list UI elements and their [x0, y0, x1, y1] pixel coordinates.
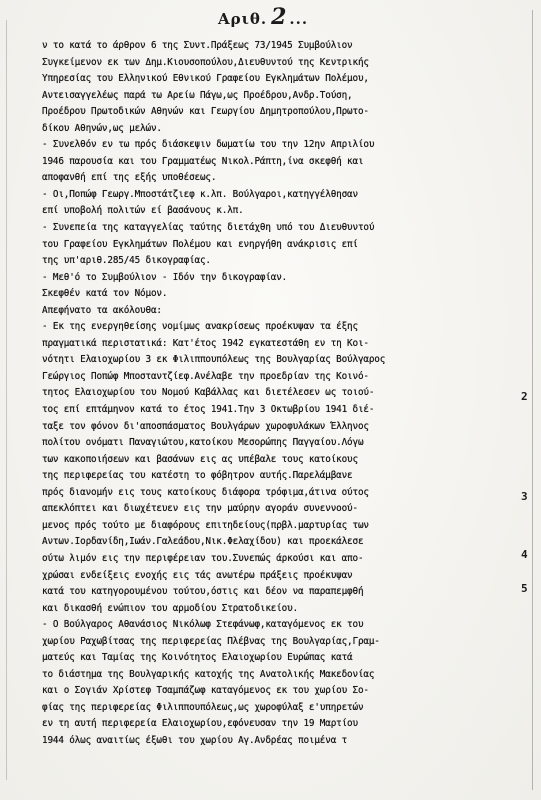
margin-mark: 2	[521, 390, 528, 403]
margin-mark: 5	[521, 582, 528, 595]
page-number-prefix: Αριθ.	[218, 10, 268, 28]
margin-mark: 3	[521, 490, 528, 503]
page-number	[218, 4, 308, 30]
text-line: απεκλόπτει και διωχέτευεν εις την μαύρην αγοράν συνεννοού-	[42, 503, 358, 515]
text-line: - Συνελθόν εν τω πρός διάσκεψιν δωματίω του την 12ην Απριλίου	[42, 139, 375, 151]
text-line: πρός διανομήν εις τους κατοίκους διάφορα τρόφιμα,άτινα ούτος	[42, 486, 369, 498]
text-line: των κακοποιήσεων και βασάνων εις ας υπέβαλε τους κατοίκους	[42, 453, 358, 465]
text-line: το διάστημα της Βουλγαρικής κατοχής της Ανατολικής Μακεδονίας	[42, 668, 375, 680]
text-line: - Εκ της ενεργηθείσης νομίμως ανακρίσεως προέκυψαν τα έξης	[42, 321, 358, 333]
text-line: 1944 όλως αναιτίως έξωθι του χωρίου Αγ.Ανδρέας ποιμένα τ	[42, 734, 348, 746]
page-number-value: 2	[271, 4, 288, 30]
margin-mark: 4	[521, 548, 528, 561]
text-line: και δικασθή ενώπιον του αρμοδίου Στρατοδικείου.	[42, 602, 299, 614]
text-line: ματεύς και Ταμίας της Κοινότητος Ελαιοχωρίου Ευρώπας κατά	[42, 652, 353, 664]
text-line: Γεώργιος Ποπώφ Μποσταντζίεφ.Ανέλαβε την προεδρίαν της Κοινό-	[42, 370, 369, 382]
text-line: Υπηρεσίας του Ελληνικού Εθνικού Γραφείου Εγκλημάτων Πολέμου,	[42, 73, 369, 85]
text-line: εν τη αυτή περιφερεία Ελαιοχωρίου,εφόνευσαν την 19 Μαρτίου	[42, 718, 358, 730]
text-line: Αντεισαγγελέως παρά τω Αρείω Πάγω,ως Προέδρου,Ανδρ.Τούση,	[42, 89, 353, 101]
text-line: ταξε τον φόνον δι'αποσπάσματος Βουλγάρων χωροφυλάκων Έλληνος	[42, 420, 369, 432]
text-line: της υπ'αριθ.285/45 δικογραφίας.	[42, 255, 211, 267]
text-line: κατά του κατηγορουμένου τούτου,όστις και δέον να παραπεμφθή	[42, 586, 364, 598]
text-line: - Οι,Ποπώφ Γεωργ.Μποστάτζιεφ κ.λπ. Βούλγαροι,κατηγγέλθησαν	[42, 188, 358, 200]
text-line: χρώσαι ενδείξεις ενοχής εις τάς ανωτέρω πράξεις προέκυψαν	[42, 569, 353, 581]
text-line: της περιφερείας του κατέστη το φόβητρον αυτής.Παρελάμβανε	[42, 470, 353, 482]
text-line: - Μεθ'ό το Συμβούλιον - Ιδόν την δικογραφίαν.	[42, 271, 288, 283]
text-line: τητος Ελαιοχωρίου του Νομού Καβάλλας και διετέλεσεν ως τοιού-	[42, 387, 375, 399]
text-line: του Γραφείου Εγκλημάτων Πολέμου και ενηργήθη ανάκρισις επί	[42, 238, 358, 250]
scan-edge-right	[532, 10, 533, 790]
text-line: και ο Σογιάν Χρίστεφ Τσαμπάζωφ καταγόμενος εκ του χωρίου Σο-	[42, 685, 369, 697]
text-line: τος επί επτάμηνον κατά το έτος 1941.Την 3 Οκτωβρίου 1941 διέ-	[42, 404, 375, 416]
text-line: χωρίου Ραχωβίτσας της περιφερείας Πλέβνας της Βουλγαρίας,Γραμ-	[42, 635, 380, 647]
text-line: Απεφήνατο τα ακόλουθα:	[42, 304, 162, 316]
text-line: Αντων.Ιορδανίδη,Ιωάν.Γαλεάδου,Νικ.Φελαχίδου) και προεκάλεσε	[42, 536, 364, 548]
text-line: ούτω λιμόν εις την περιφέρειαν του.Συνεπώς άρκούσι και απο-	[42, 552, 364, 564]
text-line: δίκου Αθηνών,ως μελών.	[42, 122, 162, 134]
text-line: - Ο Βούλγαρος Αθανάσιος Νικόλωφ Στεφάνωφ,καταγόμενος εκ του	[42, 619, 364, 631]
text-line: Συγκείμενον εκ των Δημ.Κιουσοπούλου,Διευθυντού της Κεντρικής	[42, 56, 369, 68]
document-body	[42, 38, 518, 766]
text-line: πολίτου ονόματι Παναγιώτου,κατοίκου Μεσορώπης Παγγαίου.Λόγω	[42, 437, 364, 449]
text-line: ν το κατά το άρθρον 6 της Συντ.Πράξεως 73/1945 Συμβούλιον	[42, 40, 353, 51]
text-line: Προέδρου Πρωτοδικών Αθηνών και Γεωργίου Δημητροπούλου,Πρωτο-	[42, 106, 369, 118]
scan-edge-left	[6, 20, 7, 780]
text-line: νότητι Ελαιοχωρίου 3 εκ Φιλιππουπόλεως της Βουλγαρίας Βούλγαρος	[42, 354, 386, 366]
text-line	[42, 750, 518, 767]
text-line: αποφανθή επί της εξής υποθέσεως.	[42, 172, 217, 184]
text-line: πραγματικά περιστατικά: Κατ'έτος 1942 εγκατεστάθη εν τη Κοι-	[42, 337, 369, 349]
text-line: Σκεφθέν κατά τον Νόμον.	[42, 288, 168, 300]
text-line: επί υποβολή πολιτών εί βασάνους κ.λπ.	[42, 205, 244, 217]
text-line: - Συνεπεία της καταγγελίας ταύτης διετάχθη υπό του Διευθυντού	[42, 222, 375, 234]
text-line: 1946 παρουσία και του Γραμματέως Νικολ.Ράπτη,ίνα σκεφθή και	[42, 155, 364, 167]
text-line: μενος πρός τούτο με διαφόρους επιτηδείους(πρβλ.μαρτυρίας των	[42, 519, 369, 531]
text-line: φίας της περιφερείας Φιλιππουπόλεως,ως χωροφύλαξ ε'υπηρετών	[42, 701, 364, 713]
page-number-suffix: ...	[289, 10, 309, 28]
